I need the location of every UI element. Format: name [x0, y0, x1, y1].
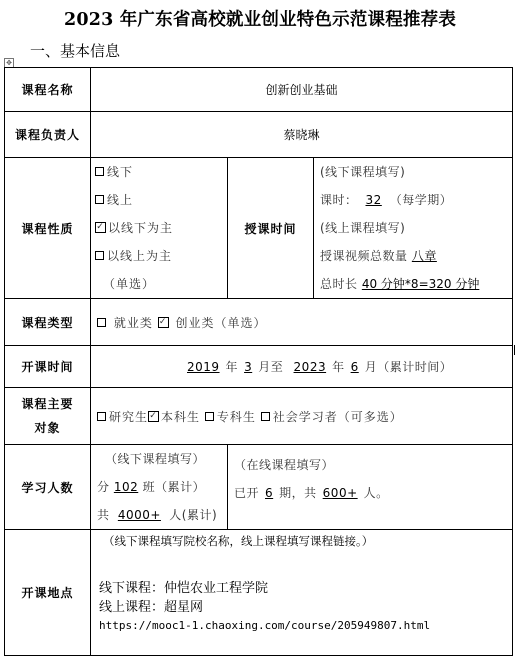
- target-option-public-learner[interactable]: 社会学习者: [261, 410, 338, 424]
- course-type-label: 课程类型: [5, 299, 91, 346]
- nature-single-choice-note: （单选）: [103, 277, 156, 291]
- empty-checkbox-icon[interactable]: [97, 318, 106, 327]
- empty-checkbox-icon[interactable]: [261, 412, 270, 421]
- row-course-type: [5, 299, 513, 346]
- target-option-undergraduate[interactable]: ✓ 本科生: [149, 409, 201, 424]
- basic-info-table: [4, 67, 513, 656]
- checked-checkbox-icon[interactable]: ✓: [158, 316, 168, 327]
- target-option-junior-college[interactable]: 专科生: [205, 410, 256, 424]
- course-nature-options: [91, 158, 228, 299]
- people-line: 共 4000+ 人(累计): [97, 508, 218, 522]
- offline-location: 线下课程：仲恺农业工程学院: [99, 581, 269, 596]
- duration-line: 总时长 40 分钟*8=320 分钟: [320, 277, 480, 291]
- student-count-label: 学习人数: [5, 445, 91, 530]
- target-multi-choice-note: （可多选）: [337, 409, 403, 424]
- start-month[interactable]: 3: [244, 360, 253, 374]
- end-month[interactable]: 6: [350, 360, 359, 374]
- offline-fill-note: (线下课程填写): [320, 165, 406, 179]
- online-students-note: （在线课程填写）: [234, 458, 335, 472]
- offline-student-count: [91, 445, 228, 530]
- row-target-audience: [5, 388, 513, 445]
- course-type-options: [91, 299, 513, 346]
- online-student-count: [228, 445, 513, 530]
- offline-students-note: （线下课程填写）: [105, 452, 206, 466]
- nature-option-offline[interactable]: 线下: [91, 158, 227, 186]
- table-move-handle-icon[interactable]: ✥: [4, 58, 14, 68]
- online-location: 线上课程：超星网: [99, 600, 204, 615]
- end-year[interactable]: 2023: [293, 360, 327, 374]
- section-heading: 一、基本信息: [30, 42, 121, 60]
- course-name-label: 课程名称: [5, 68, 91, 112]
- type-option-employment[interactable]: 就业类: [97, 316, 153, 330]
- row-course-name: [5, 68, 513, 112]
- classes-value[interactable]: 102: [113, 480, 139, 494]
- row-course-leader: [5, 112, 513, 158]
- classes-line: 分 102 班（累计）: [97, 480, 206, 494]
- empty-checkbox-icon[interactable]: [95, 251, 104, 260]
- course-nature-label: 课程性质: [5, 158, 91, 299]
- video-count-value[interactable]: 八章: [411, 249, 437, 263]
- type-single-choice-note: （单选）: [214, 315, 267, 330]
- start-time-label: 开课时间: [5, 346, 91, 388]
- online-fill-note: (线上课程填写): [320, 221, 406, 235]
- target-option-graduate[interactable]: 研究生: [97, 410, 148, 424]
- hours-line: 课时： 32 （每学期）: [320, 193, 453, 207]
- document-title: 2023 年广东省高校就业创业特色示范课程推荐表: [63, 10, 457, 30]
- nature-option-mainly-offline[interactable]: ✓ 以线下为主: [96, 221, 174, 235]
- duration-value[interactable]: 40 分钟*8=320 分钟: [361, 277, 480, 291]
- course-leader-value[interactable]: 蔡晓琳: [91, 112, 513, 158]
- table-edge-marker: [514, 345, 519, 355]
- row-student-count: [5, 445, 513, 530]
- location-instruction: （线下课程填写院校名称，线上课程填写课程链接。）: [103, 534, 374, 548]
- empty-checkbox-icon[interactable]: [205, 412, 214, 421]
- people-value[interactable]: 4000+: [117, 508, 161, 522]
- course-name-value[interactable]: 创新创业基础: [91, 68, 513, 112]
- empty-checkbox-icon[interactable]: [95, 167, 104, 176]
- online-people-value[interactable]: 600+: [322, 486, 358, 500]
- terms-line: 已开 6 期，共 600+ 人。: [234, 486, 389, 500]
- location-details: [91, 530, 513, 656]
- nature-option-online[interactable]: 线上: [91, 186, 227, 214]
- row-course-nature: [5, 158, 513, 299]
- teaching-time-label: 授课时间: [228, 158, 314, 299]
- location-label: 开课地点: [5, 530, 91, 656]
- row-location: [5, 530, 513, 656]
- type-option-entrepreneurship[interactable]: ✓ 创业类: [158, 315, 215, 330]
- course-leader-label: 课程负责人: [5, 112, 91, 158]
- checked-checkbox-icon[interactable]: ✓: [149, 410, 158, 421]
- terms-value[interactable]: 6: [265, 486, 274, 500]
- course-link[interactable]: https://mooc1-1.chaoxing.com/course/205949807.html: [99, 619, 431, 632]
- hours-value[interactable]: 32: [365, 193, 382, 207]
- empty-checkbox-icon[interactable]: [95, 195, 104, 204]
- empty-checkbox-icon[interactable]: [97, 412, 106, 421]
- nature-option-mainly-online[interactable]: 以线上为主: [91, 242, 227, 270]
- video-count-line: 授课视频总数量 八章: [320, 242, 512, 270]
- row-start-time: [5, 346, 513, 388]
- start-time-value: 2019 年 3 月至 2023 年 6 月（累计时间）: [91, 346, 513, 388]
- teaching-time-details: [314, 158, 513, 299]
- target-audience-label: 课程主要 对象: [5, 388, 91, 445]
- target-audience-options: [91, 388, 513, 445]
- start-year[interactable]: 2019: [187, 360, 220, 374]
- checked-checkbox-icon[interactable]: ✓: [96, 222, 105, 232]
